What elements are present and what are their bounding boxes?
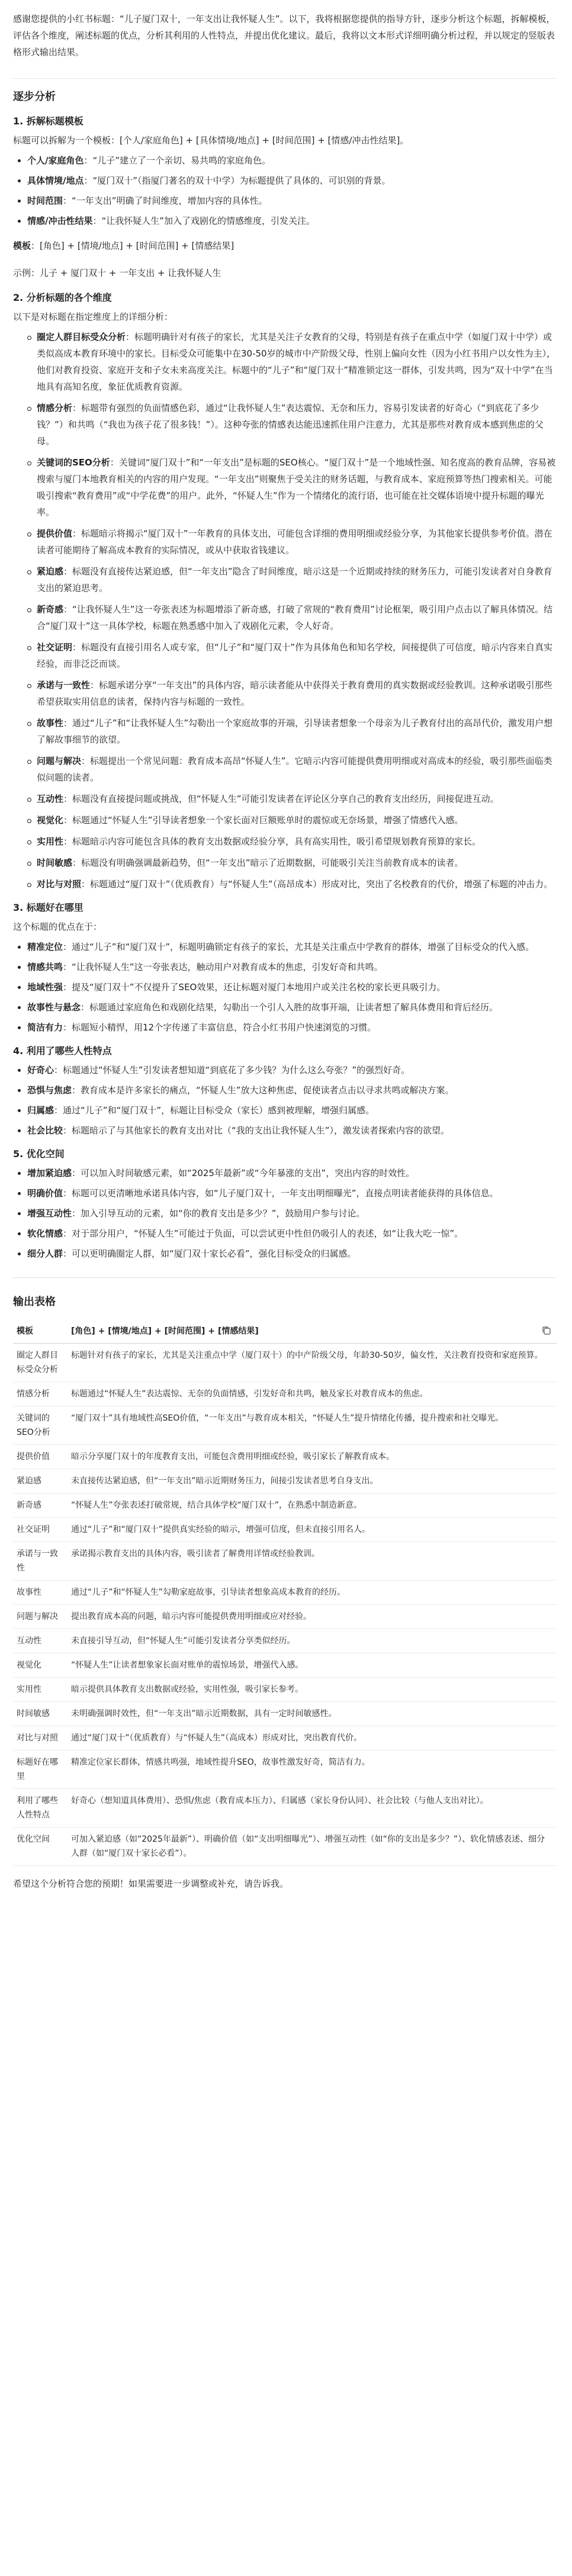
section-lead — [13, 132, 557, 149]
table-row — [13, 1702, 557, 1726]
table-value-cell: 可加入紧迫感（如“2025年最新”）、明确价值（如“支出明细曝光”）、增强互动性（如“你的支出是多少？”）、软化情感表述、细分人群（如“厦门双十家长必看”）。 — [68, 1827, 557, 1866]
item-text: ：通过“儿子”和“让我怀疑人生”勾勒出一个家庭故事的开端，引导读者想象一个母亲为儿子教育付出的高昂代价，激发用户想了解故事细节的欲望。 — [37, 718, 553, 745]
dimension-list — [13, 329, 557, 892]
table-value-cell: 通过“儿子”和“怀疑人生”勾勒家庭故事，引导读者想象高成本教育的经历。 — [68, 1581, 557, 1605]
item-label: 故事性 — [37, 718, 64, 728]
item-text: ：标题没有明确强调最新趋势，但“一年支出”暗示了近期数据，可能吸引关注当前教育成本的读者。 — [72, 857, 464, 868]
item-label: 好奇心 — [27, 1065, 54, 1075]
template-example: 示例：儿子 + 厦门双十 + 一年支出 + 让我怀疑人生 — [13, 268, 221, 278]
table-key-cell: 关键词的SEO分析 — [13, 1406, 68, 1445]
item-text: ：对于部分用户，“怀疑人生”可能过于负面，可以尝试更中性但仍吸引人的表述，如“让我大吃一惊”。 — [63, 1228, 464, 1239]
section-heading: 1. 拆解标题模板 — [13, 115, 83, 127]
template-label: 模板 — [13, 240, 31, 251]
list-item — [13, 1205, 557, 1222]
table-header-cell — [68, 1319, 557, 1344]
item-label: 个人/家庭角色 — [27, 155, 84, 166]
table-key-cell: 问题与解决 — [13, 1605, 68, 1629]
table-key-cell: 社交证明 — [13, 1518, 68, 1542]
item-label: 增加紧迫感 — [27, 1168, 72, 1178]
template-parts-list — [13, 152, 557, 229]
intro-paragraph: 感谢您提供的小红书标题：“儿子厦门双十，一年支出让我怀疑人生”。以下，我将根据您提供的指导方针，逐步分析这个标题，拆解模板，评估各个维度，阐述标题的优点，分析其利用的人性特点，并提出优化建议。最后，我将以文本形式详细明确分析过程，并以规定的竖版表格形式输出结果。 — [13, 14, 555, 57]
list-item — [13, 833, 557, 850]
item-text: ：标题暗示内容可能包含具体的教育支出数据或经验分享，具有高实用性，吸引希望规划教育预算的家长。 — [63, 836, 481, 847]
table-row — [13, 1445, 557, 1469]
step-analysis-heading: 逐步分析 — [13, 91, 56, 103]
item-label: 关键词的SEO分析 — [37, 457, 110, 468]
item-text: ：标题没有直接引用名人或专家，但“儿子”和“厦门双十”作为具体角色和知名学校，间接提供了可信度，暗示内容来自真实经验，而非泛泛而谈。 — [37, 642, 553, 669]
section-heading: 2. 分析标题的各个维度 — [13, 292, 112, 303]
item-text: ：“让我怀疑人生”这一夸张表达，触动用户对教育成本的焦虑，引发好奇和共鸣。 — [63, 962, 383, 972]
list-item — [13, 400, 557, 449]
table-key-cell: 互动性 — [13, 1629, 68, 1653]
table-key-cell: 实用性 — [13, 1678, 68, 1702]
list-item — [13, 639, 557, 672]
table-row — [13, 1518, 557, 1542]
section-lead: 以下是对标题在指定维度上的详细分析： — [13, 311, 173, 322]
table-key-cell: 时间敏感 — [13, 1702, 68, 1726]
item-label: 恐惧与焦虑 — [27, 1085, 72, 1096]
item-label: 增强互动性 — [27, 1208, 72, 1219]
list-item — [13, 213, 557, 229]
item-text: ：标题通过“怀疑人生”引导读者想象一个家长面对巨额账单时的震惊或无奈场景，增强了情感代入感。 — [63, 815, 464, 826]
item-label: 对比与对照 — [37, 879, 82, 889]
item-text: ：提及“厦门双十”不仅提升了SEO效果，还让标题对厦门本地用户或关注名校的家长更具吸引力。 — [63, 982, 446, 993]
table-key-cell: 视觉化 — [13, 1653, 68, 1678]
item-text: ：标题通过“厦门双十”（优质教育）与“怀疑人生”（高昂成本）形成对比，突出了名校教育的代价，增强了标题的冲击力。 — [81, 879, 553, 889]
item-label: 承诺与一致性 — [37, 680, 91, 690]
item-label: 实用性 — [37, 836, 64, 847]
list-item — [13, 454, 557, 521]
table-value-cell: 精准定位家长群体，情感共鸣强，地域性提升SEO，故事性激发好奇，简洁有力。 — [68, 1750, 557, 1789]
table-value-cell: 承诺揭示教育支出的具体内容，吸引读者了解费用详情或经验教训。 — [68, 1542, 557, 1581]
item-text: ：教育成本是许多家长的痛点，“怀疑人生”放大这种焦虑，促使读者点击以寻求共鸣或解决方案。 — [72, 1085, 454, 1096]
table-row — [13, 1493, 557, 1518]
list-item — [13, 791, 557, 807]
section-heading: 4. 利用了哪些人性特点 — [13, 1045, 112, 1056]
section-lead: 这个标题的优点在于： — [13, 921, 102, 932]
item-label: 故事性与悬念 — [27, 1002, 81, 1013]
item-label: 提供价值 — [37, 528, 73, 539]
section-template — [13, 113, 557, 281]
table-row — [13, 1344, 557, 1382]
item-label: 互动性 — [37, 794, 64, 804]
item-label: 明确价值 — [27, 1188, 63, 1199]
item-text: ：标题可以更清晰地承诺具体内容，如“儿子厦门双十，一年支出明细曝光”，直接点明读者能获得的具体信息。 — [63, 1188, 499, 1199]
item-label: 时间敏感 — [37, 857, 73, 868]
item-text: ：标题提出一个常见问题：教育成本高昂“怀疑人生”。它暗示内容可能提供费用明细或对高成本的经验，吸引那些面临类似问题的读者。 — [37, 756, 552, 783]
item-label: 社交证明 — [37, 642, 73, 653]
item-text: ：标题通过“怀疑人生”引发读者想知道“到底花了多少钱？为什么这么夸张？”的强烈好奇。 — [54, 1065, 410, 1075]
table-row — [13, 1542, 557, 1581]
table-row — [13, 1789, 557, 1827]
item-text: ：通过“儿子”和“厦门双十”，标题明确锁定有孩子的家长，尤其是关注重点中学教育的群体，增强了目标受众的代入感。 — [63, 942, 535, 952]
item-text: ：“让我怀疑人生”加入了戏剧化的情感维度，引发关注。 — [92, 216, 316, 226]
item-label: 情感/冲击性结果 — [27, 216, 93, 226]
table-value-cell: “怀疑人生”让读者想象家长面对账单的震惊场景，增强代入感。 — [68, 1653, 557, 1678]
item-text: ：可以更明确圈定人群，如“厦门双十家长必看”，强化目标受众的归属感。 — [63, 1248, 356, 1259]
section-strengths — [13, 900, 557, 1036]
optimization-list — [13, 1165, 557, 1262]
list-item — [13, 999, 557, 1016]
list-item — [13, 979, 557, 995]
item-text: ：“儿子”建立了一个亲切、易共鸣的家庭角色。 — [83, 155, 271, 166]
table-value-cell: 标题针对有孩子的家长，尤其是关注重点中学（厦门双十）的中产阶级父母，年龄30-50岁，偏女性，关注教育投资和家庭预算。 — [68, 1344, 557, 1382]
item-text: ：标题短小精悍，用12个字传递了丰富信息，符合小红书用户快速浏览的习惯。 — [63, 1022, 377, 1033]
list-item — [13, 192, 557, 209]
table-key-cell: 优化空间 — [13, 1827, 68, 1866]
table-row — [13, 1469, 557, 1493]
item-label: 精准定位 — [27, 942, 63, 952]
list-item — [13, 329, 557, 395]
list-item — [13, 1082, 557, 1099]
item-label: 情感分析 — [37, 403, 73, 413]
list-item — [13, 1245, 557, 1262]
traits-list — [13, 1062, 557, 1139]
template-formula — [13, 237, 557, 254]
section-heading: 5. 优化空间 — [13, 1148, 65, 1159]
item-label: 地域性强 — [27, 982, 63, 993]
item-label: 圈定人群目标受众分析 — [37, 332, 126, 342]
list-item — [13, 172, 557, 189]
item-label: 时间范围 — [27, 195, 63, 206]
section-dimensions — [13, 290, 557, 892]
table-value-cell: 标题通过“怀疑人生”表达震惊、无奈的负面情感，引发好奇和共鸣，触及家长对教育成本的焦虑。 — [68, 1382, 557, 1406]
table-row — [13, 1581, 557, 1605]
section-heading: 3. 标题好在哪里 — [13, 902, 83, 913]
item-text: ：“让我怀疑人生”这一夸张表述为标题增添了新奇感，打破了常规的“教育费用”讨论框架，吸引用户点击以了解具体情况。结合“厦门双十”这一具体学校，标题在熟悉感中加入了戏剧化元素，令人好奇。 — [37, 604, 553, 631]
list-item — [13, 1122, 557, 1139]
table-key-cell: 标题好在哪里 — [13, 1750, 68, 1789]
table-body — [13, 1344, 557, 1866]
table-key-cell: 利用了哪些人性特点 — [13, 1789, 68, 1827]
table-key-cell: 提供价值 — [13, 1445, 68, 1469]
table-value-cell: 好奇心（想知道具体费用）、恐惧/焦虑（教育成本压力）、归属感（家长身份认同）、社会比较（与他人支出对比）。 — [68, 1789, 557, 1827]
divider — [13, 78, 557, 79]
item-text: ：标题承诺分享“一年支出”的具体内容，暗示读者能从中获得关于教育费用的真实数据或经验教训。这种承诺吸引那些希望获取实用信息的读者，保持内容与标题的一致性。 — [37, 680, 552, 707]
list-item — [13, 876, 557, 892]
table-row — [13, 1750, 557, 1789]
template-text: ：[角色] + [情境/地点] + [时间范围] + [情感结果] — [31, 240, 234, 251]
item-label: 归属感 — [27, 1105, 54, 1116]
table-row — [13, 1629, 557, 1653]
table-value-cell: 未明确强调时效性，但“一年支出”暗示近期数据，具有一定时间敏感性。 — [68, 1702, 557, 1726]
table-key-cell: 情感分析 — [13, 1382, 68, 1406]
list-item — [13, 525, 557, 558]
item-label: 具体情境/地点 — [27, 175, 84, 186]
table-key-cell: 对比与对照 — [13, 1726, 68, 1750]
divider — [13, 1277, 557, 1278]
table-key-cell: 新奇感 — [13, 1493, 68, 1518]
item-text: ：标题没有直接提问题或挑战，但“怀疑人生”可能引发读者在评论区分享自己的教育支出经历，间接促进互动。 — [63, 794, 499, 804]
list-item — [13, 1102, 557, 1119]
item-text: ：标题通过家庭角色和戏剧化结果，勾勒出一个引人入胜的故事开端，让读者想了解具体费用和背后经历。 — [81, 1002, 499, 1013]
list-item — [13, 563, 557, 596]
table-row — [13, 1726, 557, 1750]
table-key-cell: 承诺与一致性 — [13, 1542, 68, 1581]
item-text: ：标题带有强烈的负面情感色彩，通过“让我怀疑人生”表达震惊、无奈和压力，容易引发读者的好奇心（“到底花了多少钱？”）和共鸣（“我也为孩子花了很多钱！”）。这种夸张的情感表达能迅速抓住用户注意力，尤其是那些对教育成本感到焦虑的父母。 — [37, 403, 544, 447]
item-text: ：加入引导互动的元素，如“你的教育支出是多少？”，鼓励用户参与讨论。 — [72, 1208, 365, 1219]
table-key-cell: 紧迫感 — [13, 1469, 68, 1493]
table-value-cell: “厦门双十”具有地域性高SEO价值，“一年支出”与教育成本相关，“怀疑人生”提升情绪化传播，提升搜索和社交曝光。 — [68, 1406, 557, 1445]
list-item — [13, 152, 557, 169]
item-text: ：通过“儿子”和“厦门双十”，标题让目标受众（家长）感到被理解，增强归属感。 — [54, 1105, 375, 1116]
table-row — [13, 1653, 557, 1678]
list-item — [13, 1062, 557, 1078]
closing-paragraph: 希望这个分析符合您的预期！如果需要进一步调整或补充，请告诉我。 — [13, 1878, 289, 1889]
table-row — [13, 1827, 557, 1866]
table-value-cell: 通过“厦门双十”（优质教育）与“怀疑人生”（高成本）形成对比，突出教育代价。 — [68, 1726, 557, 1750]
section-optimization — [13, 1146, 557, 1262]
item-text: ：标题明确针对有孩子的家长，尤其是关注子女教育的父母，特别是有孩子在重点中学（如厦门双十中学）或类似高成本教育环境中的家长。目标受众可能集中在30-50岁的城市中产阶级父母，性别上偏向女性（因为小红书用户以女性为主），他们对教育投资、家庭开支和子女未来高度关注。标题中的“儿子”和“厦门双十”精准锁定这一群体，引发共鸣，因为“双十中学”在当地具有高知名度，象征优质教育资源。 — [37, 332, 556, 392]
table-row — [13, 1406, 557, 1445]
table-key-cell: 圈定人群目标受众分析 — [13, 1344, 68, 1382]
list-item — [13, 601, 557, 634]
item-text: ：“一年支出”明确了时间维度，增加内容的具体性。 — [63, 195, 268, 206]
list-item — [13, 1019, 557, 1036]
table-header-text: [角色] + [情境/地点] + [时间范围] + [情感结果] — [71, 1326, 259, 1336]
list-item — [13, 677, 557, 710]
table-value-cell: 未直接传达紧迫感，但“一年支出”暗示近期财务压力，间接引发读者思考自身支出。 — [68, 1469, 557, 1493]
table-row — [13, 1678, 557, 1702]
table-value-cell: 未直接引导互动，但“怀疑人生”可能引发读者分享类似经历。 — [68, 1629, 557, 1653]
section-human-traits — [13, 1043, 557, 1139]
table-row — [13, 1605, 557, 1629]
list-item — [13, 855, 557, 871]
list-item — [13, 1165, 557, 1181]
item-label: 社会比较 — [27, 1125, 63, 1136]
item-text: ：标题暗示将揭示“厦门双十”一年教育的具体支出，可能包含详细的费用明细或经验分享，为其他家长提供参考价值。潜在读者可能期待了解高成本教育的实际情况，或从中获取省钱建议。 — [37, 528, 552, 555]
item-label: 新奇感 — [37, 604, 64, 615]
item-label: 视觉化 — [37, 815, 64, 826]
item-text: ：标题没有直接传达紧迫感，但“一年支出”隐含了时间维度，暗示这是一个近期或持续的财务压力，可能引发读者对自身教育支出的紧迫思考。 — [37, 566, 552, 593]
table-row — [13, 1382, 557, 1406]
list-item — [13, 753, 557, 786]
item-label: 问题与解决 — [37, 756, 82, 766]
list-item — [13, 1185, 557, 1202]
analysis-table — [13, 1319, 557, 1866]
list-item — [13, 812, 557, 828]
table-value-cell: “怀疑人生”夸张表述打破常规，结合具体学校“厦门双十”，在熟悉中制造新意。 — [68, 1493, 557, 1518]
item-label: 细分人群 — [27, 1248, 63, 1259]
strengths-list — [13, 939, 557, 1036]
table-value-cell: 提出教育成本高的问题，暗示内容可能提供费用明细或应对经验。 — [68, 1605, 557, 1629]
item-label: 软化情感 — [27, 1228, 63, 1239]
item-text: ：标题暗示了与其他家长的教育支出对比（“我的支出让我怀疑人生”），激发读者探索内容的欲望。 — [63, 1125, 450, 1136]
list-item — [13, 959, 557, 975]
list-item — [13, 939, 557, 955]
table-value-cell: 暗示提供具体教育支出数据或经验，实用性强，吸引家长参考。 — [68, 1678, 557, 1702]
item-label: 紧迫感 — [37, 566, 64, 577]
table-value-cell: 暗示分享厦门双十的年度教育支出，可能包含费用明细或经验，吸引家长了解教育成本。 — [68, 1445, 557, 1469]
output-table-heading: 输出表格 — [13, 1296, 56, 1308]
item-text: ：“厦门双十”（指厦门著名的双十中学）为标题提供了具体的、可识别的背景。 — [83, 175, 391, 186]
copy-icon[interactable] — [541, 1325, 552, 1336]
item-label: 情感共鸣 — [27, 962, 63, 972]
list-item — [13, 1225, 557, 1242]
item-text: ：关键词“厦门双十”和“一年支出”是标题的SEO核心。“厦门双十”是一个地域性强、知名度高的教育品牌，容易被搜索与厦门本地教育相关的内容的用户发现。“一年支出”则聚焦于受关注的财务话题，与教育成本、家庭预算等热门搜索相关。可能吸引搜索“教育费用”或“中学花费”的用户。此外，“怀疑人生”作为一个情绪化的流行语，也可能在社交媒体语境中提升标题的曝光率。 — [37, 457, 556, 518]
table-header-row — [13, 1319, 557, 1344]
list-item — [13, 715, 557, 748]
table-value-cell: 通过“儿子”和“厦门双十”提供真实经验的暗示，增强可信度，但未直接引用名人。 — [68, 1518, 557, 1542]
table-key-cell: 故事性 — [13, 1581, 68, 1605]
item-text: ：可以加入时间敏感元素，如“2025年最新”或“今年暴涨的支出”，突出内容的时效性。 — [72, 1168, 415, 1178]
item-label: 简洁有力 — [27, 1022, 63, 1033]
lead-text: 标题可以拆解为一个模板：[个人/家庭角色] + [具体情境/地点] + [时间范围] + [情感/冲击性结果]。 — [13, 135, 409, 146]
table-header-cell: 模板 — [13, 1319, 68, 1344]
